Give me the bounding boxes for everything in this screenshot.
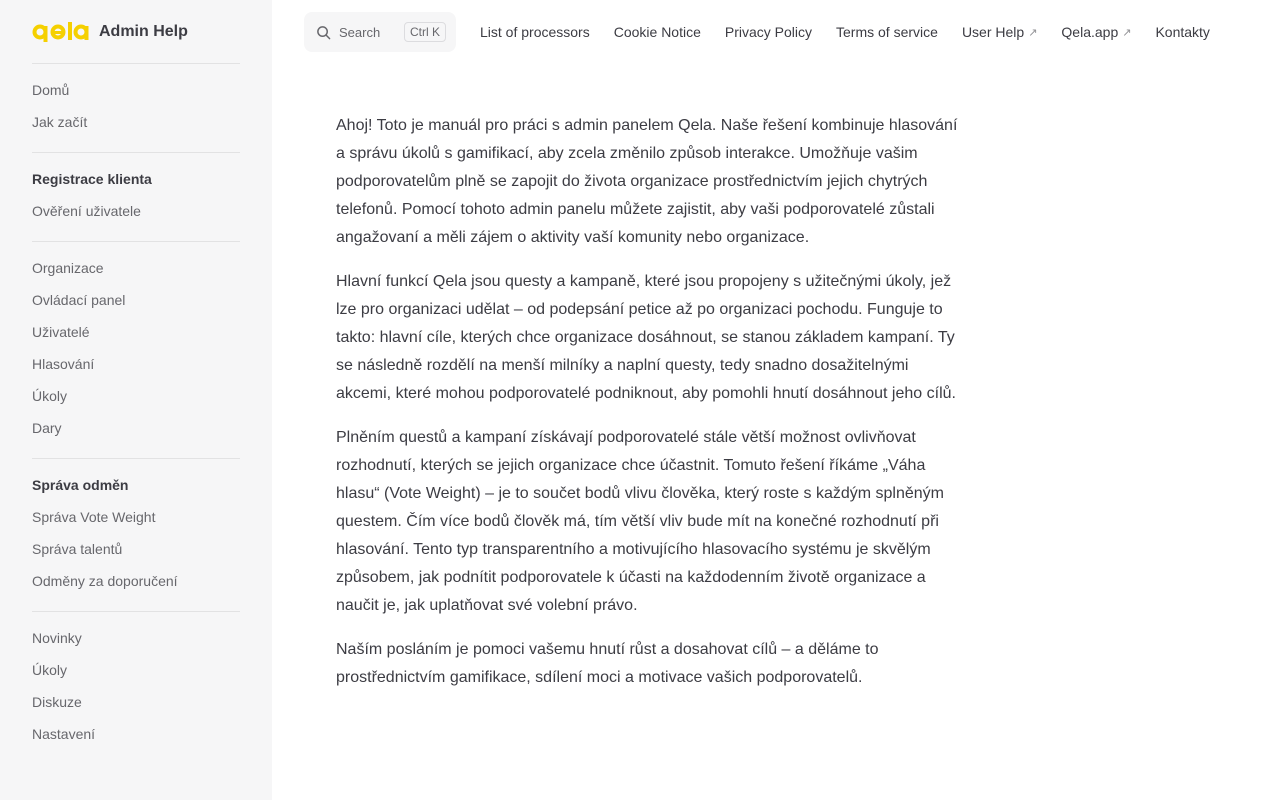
nav-link[interactable] (950, 24, 1049, 40)
nav-link[interactable] (1143, 24, 1221, 40)
sidebar-group (32, 152, 240, 241)
search-icon (316, 25, 331, 40)
nav-link[interactable] (824, 24, 950, 40)
qela-logo (32, 20, 92, 44)
nav-link[interactable] (468, 24, 602, 40)
search-shortcut-badge: Ctrl K (404, 22, 446, 42)
nav-link[interactable] (713, 24, 824, 40)
sidebar-item[interactable]: Hlasování (32, 356, 95, 372)
sidebar-group (32, 458, 240, 611)
sidebar-item[interactable]: Novinky (32, 630, 82, 646)
sidebar-item[interactable]: Uživatelé (32, 324, 90, 340)
content-paragraph: Ahoj! Toto je manuál pro práci s admin panelem Qela. Naše řešení kombinuje hlasování a správu úkolů s gamifikací, aby zcela změnilo způsob interakce. Umožňuje vašim podporovatelům plně se zapojit do života organizace prostřednictvím jejich chytrých telefonů. Pomocí tohoto admin panelu můžete zajistit, aby vaši podporovatelé zůstali angažovaní a měli zájem o aktivity vaší komunity nebo organizace. (336, 117, 958, 246)
sidebar-item[interactable]: Úkoly (32, 388, 68, 404)
nav-link-label: List of processors (480, 24, 590, 40)
sidebar-item[interactable]: Nastavení (32, 726, 96, 742)
sidebar-group (32, 241, 240, 458)
sidebar-group (32, 611, 240, 764)
content-paragraph: Naším posláním je pomoci vašemu hnutí růst a dosahovat cílů – a děláme to prostřednictvím gamifikace, sdílení moci a motivace vašich podporovatelů. (336, 641, 879, 686)
sidebar-item[interactable]: Jak začít (32, 114, 88, 130)
main-content (336, 112, 966, 708)
search-label: Search (339, 24, 381, 40)
sidebar-group-title[interactable]: Registrace klienta (32, 171, 152, 187)
sidebar-item[interactable]: Ověření uživatele (32, 203, 141, 219)
nav-links (468, 24, 1222, 40)
content-paragraph: Plněním questů a kampaní získávají podporovatelé stále větší možnost ovlivňovat rozhodnutí, kterých se jejich organizace chce účastnit. Tomuto řešení říkáme „Váha hlasu“ (Vote Weight) – je to součet bodů vlivu člověka, který roste s každým splněným questem. Čím více bodů člověk má, tím větší vliv bude mít na konečné rozhodnutí při hlasování. Tento typ transparentního a motivujícího hlasovacího systému je skvělým způsobem, jak podnítit podporovatele k účasti na každodenním životě organizace a naučit je, jak uplatňovat své volební právo. (336, 429, 944, 614)
sidebar-item[interactable]: Správa Vote Weight (32, 509, 156, 525)
sidebar-item[interactable]: Odměny za doporučení (32, 573, 178, 589)
sidebar-item[interactable]: Správa talentů (32, 541, 123, 557)
content-paragraph: Hlavní funkcí Qela jsou questy a kampaně, které jsou propojeny s užitečnými úkoly, jež lze pro organizaci udělat – od podepsání petice až po organizaci pochodu. Funguje to takto: hlavní cíle, kterých chce organizace dosáhnout, se stanou základem kampaní. Ty se následně rozdělí na menší milníky a naplní questy, tedy snadno dosažitelnými akcemi, které mohou podporovatelé podniknout, aby pomohli hnutí dosáhnout jeho cílů. (336, 273, 956, 402)
sidebar-item[interactable]: Organizace (32, 260, 104, 276)
brand[interactable] (32, 0, 240, 64)
nav-link-label: Privacy Policy (724, 24, 813, 40)
sidebar-item[interactable]: Ovládací panel (32, 292, 126, 308)
external-link-icon: ↗ (1122, 26, 1132, 39)
sidebar-item[interactable]: Dary (32, 420, 62, 436)
sidebar-item[interactable]: Úkoly (32, 662, 68, 678)
sidebar-group (32, 64, 240, 152)
nav-link-label: Qela.app (1061, 24, 1119, 40)
sidebar-item[interactable]: Domů (32, 82, 70, 98)
sidebar-item[interactable]: Diskuze (32, 694, 82, 710)
sidebar-group-title[interactable]: Správa odměn (32, 477, 129, 493)
nav-link-label: Kontakty (1155, 24, 1210, 40)
nav-link[interactable] (1049, 24, 1143, 40)
nav-link-label: Cookie Notice (613, 24, 701, 40)
nav-link-label: User Help (961, 24, 1025, 40)
sidebar (0, 0, 272, 800)
external-link-icon: ↗ (1028, 26, 1038, 39)
brand-title: Admin Help (99, 22, 188, 40)
nav-link-label: Terms of service (836, 24, 938, 40)
sidebar-nav (32, 64, 240, 764)
nav-link[interactable] (602, 24, 713, 40)
search-button[interactable] (304, 12, 456, 52)
top-nav (272, 0, 1280, 64)
